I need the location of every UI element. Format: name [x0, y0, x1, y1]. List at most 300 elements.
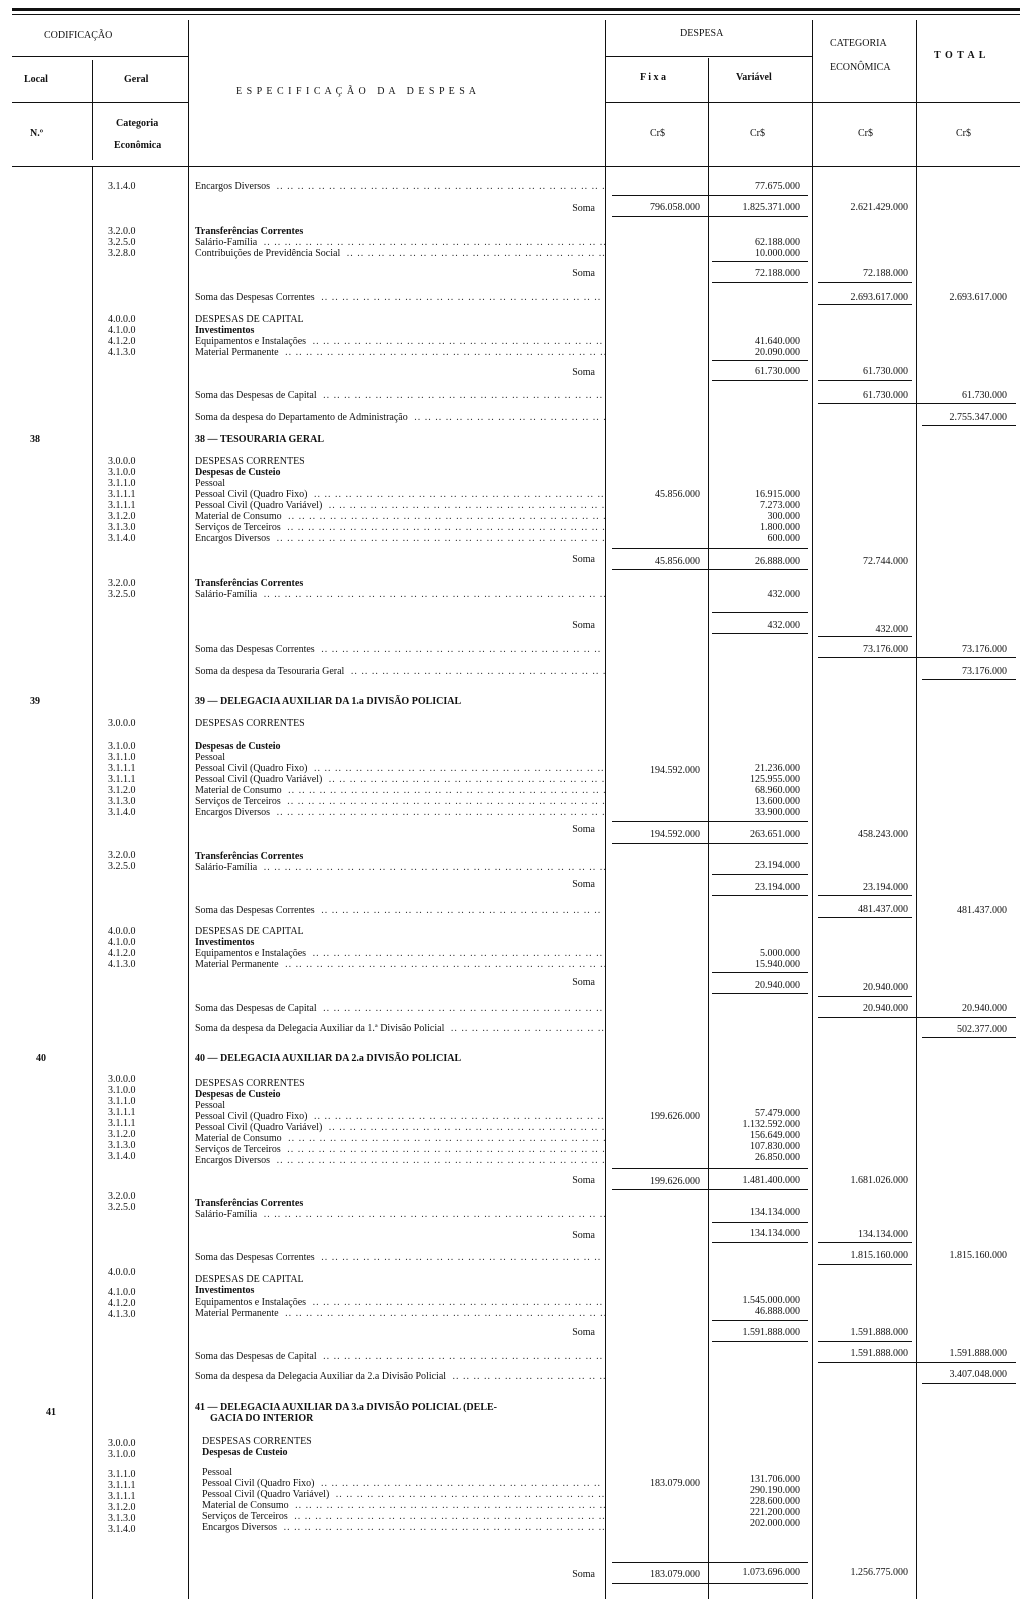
divider-fixa-var: [708, 58, 709, 1599]
code: 3.2.0.0: [108, 578, 136, 589]
desc: [202, 1478, 605, 1489]
desc: [195, 796, 605, 807]
desc: [202, 1511, 605, 1522]
soma-label: Soma: [572, 977, 595, 988]
total-value: 61.730.000: [962, 390, 1007, 401]
rule: [712, 360, 808, 361]
desc: [202, 1522, 605, 1533]
soma-var: 1.825.371.000: [742, 202, 800, 213]
desc-label: Contribuições de Previdência Social: [195, 248, 343, 259]
soma-fixa: 796.058.000: [650, 202, 700, 213]
desc-label: Equipamentos e Instalações: [195, 336, 309, 347]
desc: DESPESAS DE CAPITAL: [195, 926, 304, 937]
rule: [818, 917, 912, 918]
var-value: 5.000.000: [760, 948, 800, 959]
header-rule-codif: [12, 56, 188, 57]
header-total: T O T A L: [934, 50, 987, 61]
rule: [818, 403, 1016, 404]
soma-cat: 20.940.000: [863, 982, 908, 993]
desc-label: Encargos Diversos: [195, 1155, 273, 1166]
code: 3.1.4.0: [108, 1524, 136, 1535]
desc-label: Soma das Despesas de Capital: [195, 1351, 320, 1362]
desc: [195, 500, 605, 511]
soma-fixa: 183.079.000: [650, 1569, 700, 1580]
desc: [195, 1371, 605, 1382]
var-value: 10.000.000: [755, 248, 800, 259]
soma-label: Soma: [572, 1569, 595, 1580]
code: 4.0.0.0: [108, 1267, 136, 1278]
header-economica: Econômica: [114, 140, 162, 151]
code: 3.1.1.0: [108, 1469, 136, 1480]
code: 3.1.0.0: [108, 467, 136, 478]
var-value: 23.194.000: [755, 860, 800, 871]
code: 3.1.1.1: [108, 1107, 136, 1118]
desc-label: Soma da despesa da Delegacia Auxiliar da 2.a Divisão Policial: [195, 1371, 449, 1382]
desc: Pessoal: [195, 752, 225, 763]
desc: [195, 959, 605, 970]
code: 3.1.0.0: [108, 1085, 136, 1096]
desc: [195, 589, 605, 600]
rule: [712, 282, 808, 283]
code: 4.1.0.0: [108, 325, 136, 336]
desc-label: Material de Consumo: [195, 785, 285, 796]
total-value: 1.591.888.000: [949, 1348, 1007, 1359]
desc-label: Soma das Despesas de Capital: [195, 1003, 320, 1014]
desc-label: Soma da despesa do Departamento de Administração: [195, 412, 411, 423]
section-title: 41 — DELEGACIA AUXILIAR DA 3.a DIVISÃO POLICIAL (DELE-: [195, 1402, 497, 1413]
desc-label: Pessoal Civil (Quadro Variável): [195, 774, 325, 785]
desc: Investimentos: [195, 937, 255, 948]
soma-var: 432.000: [767, 620, 800, 631]
header-categoria-eco-2: ECONÔMICA: [830, 62, 891, 73]
desc: Investimentos: [195, 325, 255, 336]
code: 4.1.3.0: [108, 1309, 136, 1320]
var-value: 228.600.000: [750, 1496, 800, 1507]
desc-label: Salário-Família: [195, 1209, 260, 1220]
code: 3.0.0.0: [108, 718, 136, 729]
var-value: 221.200.000: [750, 1507, 800, 1518]
local-number: 39: [30, 696, 40, 707]
code: 3.1.0.0: [108, 741, 136, 752]
code: 4.1.2.0: [108, 948, 136, 959]
header-rule-cat: [812, 102, 1020, 103]
desc: DESPESAS DE CAPITAL: [195, 1274, 304, 1285]
rule: [712, 993, 808, 994]
rule: [712, 380, 808, 381]
code: 4.1.3.0: [108, 347, 136, 358]
rule: [612, 548, 808, 549]
code: 3.1.2.0: [108, 511, 136, 522]
soma-var: 72.188.000: [755, 268, 800, 279]
desc-label: Soma das Despesas Correntes: [195, 644, 318, 655]
cat-value: 61.730.000: [863, 390, 908, 401]
code: 4.1.0.0: [108, 937, 136, 948]
desc-label: Soma da despesa da Delegacia Auxiliar da 1.ª Divisão Policial: [195, 1023, 447, 1034]
rule: [818, 895, 912, 896]
desc-label: Pessoal Civil (Quadro Fixo): [195, 1111, 311, 1122]
fixa-value: 194.592.000: [650, 765, 700, 776]
header-geral: Geral: [124, 74, 149, 85]
desc-label: Material Permanente: [195, 959, 282, 970]
header-local: Local: [24, 74, 48, 85]
code: 3.1.1.1: [108, 1118, 136, 1129]
total-value: 481.437.000: [957, 905, 1007, 916]
local-number: 38: [30, 434, 40, 445]
desc-label: Soma das Despesas de Capital: [195, 390, 320, 401]
desc: [195, 1023, 605, 1034]
code: 4.1.3.0: [108, 959, 136, 970]
local-number: 41: [46, 1407, 56, 1418]
desc-label: Soma das Despesas Correntes: [195, 1252, 318, 1263]
desc: [195, 412, 605, 423]
desc: Despesas de Custeio: [202, 1447, 288, 1458]
soma-cat: 23.194.000: [863, 882, 908, 893]
code: 3.1.3.0: [108, 1513, 136, 1524]
code: 3.1.1.0: [108, 1096, 136, 1107]
var-value: 600.000: [767, 533, 800, 544]
desc-label: Salário-Família: [195, 237, 260, 248]
cat-value: 1.591.888.000: [850, 1348, 908, 1359]
soma-label: Soma: [572, 268, 595, 279]
soma-cat: 432.000: [875, 624, 908, 635]
var-value: 20.090.000: [755, 347, 800, 358]
code: 3.0.0.0: [108, 1074, 136, 1085]
soma-cat: 72.744.000: [863, 556, 908, 567]
desc: [195, 347, 605, 358]
desc: [195, 1111, 605, 1122]
divider-spec-fixa: [605, 20, 606, 1599]
code: 3.1.3.0: [108, 522, 136, 533]
soma-label: Soma: [572, 1175, 595, 1186]
rule: [612, 569, 808, 570]
cat-value: 2.693.617.000: [850, 292, 908, 303]
desc: [195, 1297, 605, 1308]
code: 3.1.4.0: [108, 181, 136, 192]
rule: [818, 282, 912, 283]
desc-label: Soma da despesa da Tesouraria Geral: [195, 666, 347, 677]
desc: [195, 336, 605, 347]
var-value: 68.960.000: [755, 785, 800, 796]
desc-label: Pessoal Civil (Quadro Fixo): [195, 489, 311, 500]
soma-label: Soma: [572, 1327, 595, 1338]
desc-label: Soma das Despesas Correntes: [195, 292, 318, 303]
rule: [612, 843, 808, 844]
desc: [195, 511, 605, 522]
rule: [818, 1264, 912, 1265]
header-cr-var: Cr$: [750, 128, 765, 139]
desc: [195, 1144, 605, 1155]
var-value: 62.188.000: [755, 237, 800, 248]
desc: DESPESAS CORRENTES: [195, 718, 305, 729]
desc-label: Pessoal Civil (Quadro Variável): [202, 1489, 332, 1500]
var-value: 1.132.592.000: [742, 1119, 800, 1130]
code: 3.2.0.0: [108, 1191, 136, 1202]
total-value: 2.755.347.000: [949, 412, 1007, 423]
rule: [612, 1189, 808, 1190]
header-especificacao: E S P E C I F I C A Ç Ã O D A D E S P E S A: [236, 86, 478, 97]
soma-var: 26.888.000: [755, 556, 800, 567]
header-categoria: Categoria: [116, 118, 159, 129]
soma-cat: 1.681.026.000: [850, 1175, 908, 1186]
desc: DESPESAS CORRENTES: [195, 456, 305, 467]
desc: [195, 1122, 605, 1133]
rule: [818, 304, 912, 305]
header-despesa: DESPESA: [680, 28, 724, 39]
var-value: 1.800.000: [760, 522, 800, 533]
desc: [195, 862, 605, 873]
total-value: 502.377.000: [957, 1024, 1007, 1035]
desc-label: Serviços de Terceiros: [195, 522, 284, 533]
fixa-value: 199.626.000: [650, 1111, 700, 1122]
cat-value: 20.940.000: [863, 1003, 908, 1014]
desc-label: Encargos Diversos: [195, 807, 273, 818]
desc: [195, 905, 605, 916]
soma-label: Soma: [572, 824, 595, 835]
var-value: 131.706.000: [750, 1474, 800, 1485]
soma-var: 23.194.000: [755, 882, 800, 893]
var-value: 156.649.000: [750, 1130, 800, 1141]
rule: [612, 1583, 808, 1584]
rule: [818, 657, 1016, 658]
code: 3.1.0.0: [108, 1449, 136, 1460]
rule: [612, 1562, 808, 1563]
total-value: 73.176.000: [962, 666, 1007, 677]
soma-var: 61.730.000: [755, 366, 800, 377]
desc: [195, 785, 605, 796]
rule: [922, 1037, 1016, 1038]
desc: [195, 522, 605, 533]
soma-var: 20.940.000: [755, 980, 800, 991]
var-value: 300.000: [767, 511, 800, 522]
desc-label: Pessoal Civil (Quadro Fixo): [202, 1478, 318, 1489]
soma-cat: 2.621.429.000: [850, 202, 908, 213]
desc-label: Material Permanente: [195, 347, 282, 358]
rule: [818, 636, 912, 637]
desc-label: Pessoal Civil (Quadro Fixo): [195, 763, 311, 774]
code: 3.1.1.0: [108, 478, 136, 489]
var-value: 107.830.000: [750, 1141, 800, 1152]
rule: [818, 1017, 1016, 1018]
section-title: 39 — DELEGACIA AUXILIAR DA 1.a DIVISÃO POLICIAL: [195, 696, 462, 707]
rule: [712, 612, 808, 613]
code: 4.0.0.0: [108, 314, 136, 325]
code: 4.1.2.0: [108, 336, 136, 347]
var-value: 57.479.000: [755, 1108, 800, 1119]
rule: [712, 1320, 808, 1321]
code: 3.1.4.0: [108, 533, 136, 544]
header-fixa: F i x a: [640, 72, 667, 83]
desc: DESPESAS DE CAPITAL: [195, 314, 304, 325]
code: 4.1.0.0: [108, 1287, 136, 1298]
desc-label: Encargos Diversos: [202, 1522, 280, 1533]
soma-cat: 1.256.775.000: [850, 1567, 908, 1578]
soma-label: Soma: [572, 879, 595, 890]
desc-label: Pessoal Civil (Quadro Variável): [195, 500, 325, 511]
code: 3.1.1.1: [108, 489, 136, 500]
desc: [195, 948, 605, 959]
desc: [195, 1209, 605, 1220]
code: 3.2.0.0: [108, 850, 136, 861]
code: 3.2.5.0: [108, 1202, 136, 1213]
cat-value: 73.176.000: [863, 644, 908, 655]
desc: [195, 533, 605, 544]
total-value: 2.693.617.000: [949, 292, 1007, 303]
desc: [195, 1155, 605, 1166]
header-rule-despesa: [605, 56, 812, 57]
var-value: 41.640.000: [755, 336, 800, 347]
var-value: 134.134.000: [750, 1207, 800, 1218]
desc: Transferências Correntes: [195, 1198, 304, 1209]
desc: [195, 1351, 605, 1362]
total-value: 20.940.000: [962, 1003, 1007, 1014]
code: 3.2.5.0: [108, 237, 136, 248]
desc: Pessoal: [202, 1467, 232, 1478]
rule: [612, 216, 808, 217]
fixa-value: 183.079.000: [650, 1478, 700, 1489]
desc: [195, 1252, 605, 1263]
desc-label: Salário-Família: [195, 862, 260, 873]
divider-local-geral: [92, 60, 93, 160]
header-categoria-eco-1: CATEGORIA: [830, 38, 887, 49]
rule: [818, 1341, 912, 1342]
desc: [195, 1308, 605, 1319]
soma-label: Soma: [572, 367, 595, 378]
section-title-cont: GACIA DO INTERIOR: [210, 1413, 314, 1424]
rule: [712, 874, 808, 875]
soma-label: Soma: [572, 620, 595, 631]
code: 3.1.4.0: [108, 807, 136, 818]
desc-label: Serviços de Terceiros: [195, 1144, 284, 1155]
top-rule: [12, 8, 1020, 11]
var-value: 21.236.000: [755, 763, 800, 774]
header-bottom-rule: [12, 166, 1020, 167]
header-codificacao: CODIFICAÇÃO: [44, 30, 113, 41]
code: 3.1.1.1: [108, 763, 136, 774]
code: 3.1.2.0: [108, 1129, 136, 1140]
soma-cat: 458.243.000: [858, 829, 908, 840]
desc: Despesas de Custeio: [195, 1089, 281, 1100]
rule: [818, 380, 912, 381]
desc: DESPESAS CORRENTES: [195, 1078, 305, 1089]
rule: [712, 1222, 808, 1223]
code: 3.1.1.1: [108, 774, 136, 785]
rule: [712, 972, 808, 973]
soma-label: Soma: [572, 1230, 595, 1241]
code: 3.0.0.0: [108, 456, 136, 467]
rule: [612, 195, 808, 196]
desc: Investimentos: [195, 1285, 255, 1296]
rule: [712, 261, 808, 262]
desc: [195, 807, 605, 818]
var-value: 16.915.000: [755, 489, 800, 500]
code: 3.1.1.0: [108, 752, 136, 763]
var-value: 77.675.000: [755, 181, 800, 192]
soma-label: Soma: [572, 554, 595, 565]
total-value: 3.407.048.000: [949, 1369, 1007, 1380]
soma-var: 1.073.696.000: [742, 1567, 800, 1578]
rule: [818, 996, 912, 997]
soma-cat: 134.134.000: [858, 1229, 908, 1240]
code: 3.2.5.0: [108, 861, 136, 872]
header-cr-cat: Cr$: [858, 128, 873, 139]
rule: [712, 1242, 808, 1243]
var-value: 432.000: [767, 589, 800, 600]
soma-fixa: 45.856.000: [655, 556, 700, 567]
desc-label: Material de Consumo: [202, 1500, 292, 1511]
code: 3.1.2.0: [108, 785, 136, 796]
code: 4.1.2.0: [108, 1298, 136, 1309]
desc: [195, 1003, 605, 1014]
soma-var: 1.481.400.000: [742, 1175, 800, 1186]
desc-label: Encargos Diversos: [195, 533, 273, 544]
header-cr-fixa: Cr$: [650, 128, 665, 139]
desc: [202, 1489, 605, 1500]
cat-value: 481.437.000: [858, 904, 908, 915]
code: 3.1.1.1: [108, 500, 136, 511]
divider-left-body: [92, 166, 93, 1599]
cat-value: 1.815.160.000: [850, 1250, 908, 1261]
code: 3.1.2.0: [108, 1502, 136, 1513]
var-value: 26.850.000: [755, 1152, 800, 1163]
rule: [818, 1362, 1016, 1363]
soma-label: Soma: [572, 203, 595, 214]
desc: [195, 248, 605, 259]
var-value: 125.955.000: [750, 774, 800, 785]
desc: DESPESAS CORRENTES: [202, 1436, 312, 1447]
desc-label: Equipamentos e Instalações: [195, 948, 309, 959]
soma-fixa: 199.626.000: [650, 1176, 700, 1187]
rule: [712, 1341, 808, 1342]
var-value: 290.190.000: [750, 1485, 800, 1496]
rule: [922, 1383, 1016, 1384]
desc-label: Soma das Despesas Correntes: [195, 905, 318, 916]
soma-cat: 72.188.000: [863, 268, 908, 279]
soma-var: 263.651.000: [750, 829, 800, 840]
header-cr-total: Cr$: [956, 128, 971, 139]
soma-cat: 61.730.000: [863, 366, 908, 377]
desc: [195, 763, 605, 774]
desc: Transferências Correntes: [195, 226, 304, 237]
desc: Transferências Correntes: [195, 578, 304, 589]
desc: Pessoal: [195, 1100, 225, 1111]
desc: [195, 237, 605, 248]
top-rule-thin: [12, 14, 1020, 15]
desc: Transferências Correntes: [195, 851, 304, 862]
rule: [712, 633, 808, 634]
desc: Despesas de Custeio: [195, 467, 281, 478]
soma-var: 134.134.000: [750, 1228, 800, 1239]
code: 3.1.3.0: [108, 1140, 136, 1151]
desc-label: Encargos Diversos: [195, 181, 273, 192]
header-rule-local: [12, 102, 188, 103]
code: 3.1.4.0: [108, 1151, 136, 1162]
desc: [195, 774, 605, 785]
section-title: 38 — TESOURARIA GERAL: [195, 434, 325, 445]
var-value: 13.600.000: [755, 796, 800, 807]
desc-label: Serviços de Terceiros: [202, 1511, 291, 1522]
rule: [922, 679, 1016, 680]
var-value: 7.273.000: [760, 500, 800, 511]
code: 3.1.3.0: [108, 796, 136, 807]
desc: [195, 489, 605, 500]
desc-label: Material Permanente: [195, 1308, 282, 1319]
rule: [712, 895, 808, 896]
desc: [202, 1500, 605, 1511]
desc: [195, 181, 605, 192]
code: 3.2.0.0: [108, 226, 136, 237]
rule: [818, 1242, 912, 1243]
desc-label: Pessoal Civil (Quadro Variável): [195, 1122, 325, 1133]
